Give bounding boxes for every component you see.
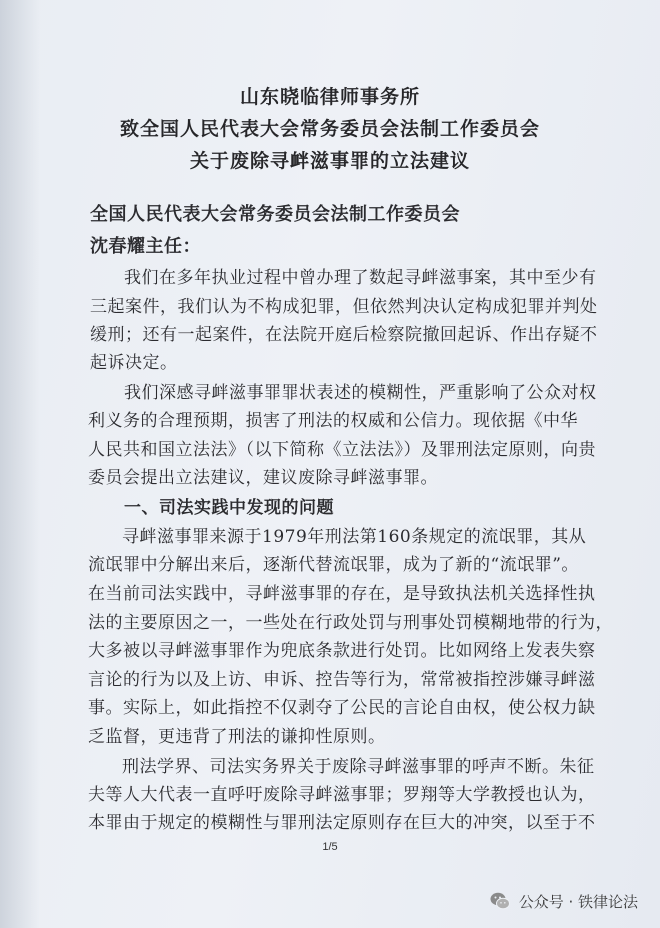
salutation-name: 沈春耀主任：	[90, 236, 201, 257]
body-line: 我们在多年执业过程中曾办理了数起寻衅滋事案，其中至少有	[124, 268, 597, 288]
body-line: 缓刑；还有一起案件，在法院开庭后检察院撤回起诉、作出存疑不	[90, 325, 598, 345]
body-line: 三起案件，我们认为不构成犯罪，但依然判决认定构成犯罪并判处	[90, 297, 598, 317]
body-line: 起诉决定。	[90, 353, 178, 373]
page-number: 1/5	[322, 841, 338, 853]
title-subject: 关于废除寻衅滋事罪的立法建议	[189, 150, 470, 172]
section-heading: 一、司法实践中发现的问题	[124, 498, 334, 518]
body-line: 委员会提出立法建议，建议废除寻衅滋事罪。	[88, 468, 438, 488]
title-firm: 山东晓临律师事务所	[239, 86, 420, 108]
watermark	[489, 890, 638, 912]
body-line: 大多被以寻衅滋事罪作为兜底条款进行处罚。比如网络上发表失察	[88, 641, 596, 661]
wechat-icon	[489, 890, 511, 912]
body-line: 我们深感寻衅滋事罪罪状表述的模糊性，严重影响了公众对权	[124, 383, 597, 403]
body-line: 寻衅滋事罪来源于1979年刑法第160条规定的流氓罪，其从	[122, 527, 587, 547]
watermark-text: 公众号 · 铁律论法	[518, 892, 638, 911]
salutation-org: 全国人民代表大会常务委员会法制工作委员会	[90, 204, 460, 225]
body-line: 法的主要原因之一，一些处在行政处罚与刑事处罚模糊地带的行为，	[88, 613, 613, 633]
body-line: 刑法学界、司法实务界关于废除寻衅滋事罪的呼声不断。朱征	[122, 757, 595, 777]
body-line: 流氓罪中分解出来后，逐渐代替流氓罪，成为了新的“流氓罪”。	[88, 555, 579, 575]
body-line: 言论的行为以及上访、申诉、控告等行为，常常被指控涉嫌寻衅滋	[88, 670, 596, 690]
title-recipient: 致全国人民代表大会常务委员会法制工作委员会	[119, 118, 540, 140]
body-line: 事。实际上，如此指控不仅剥夺了公民的言论自由权，使公权力缺	[88, 698, 596, 718]
body-line: 利义务的合理预期，损害了刑法的权威和公信力。现依据《中华	[88, 411, 578, 431]
body-line: 本罪由于规定的模糊性与罪刑法定原则存在巨大的冲突，以至于不	[88, 813, 596, 833]
body-line: 在当前司法实践中，寻衅滋事罪的存在，是导致执法机关选择性执	[88, 584, 596, 604]
body-line: 夫等人大代表一直呼吁废除寻衅滋事罪；罗翔等大学教授也认为，	[88, 785, 596, 805]
body-line: 人民共和国立法法》（以下简称《立法法》）及罪刑法定原则，向贵	[88, 440, 596, 460]
body-line: 乏监督，更违背了刑法的谦抑性原则。	[88, 727, 386, 747]
